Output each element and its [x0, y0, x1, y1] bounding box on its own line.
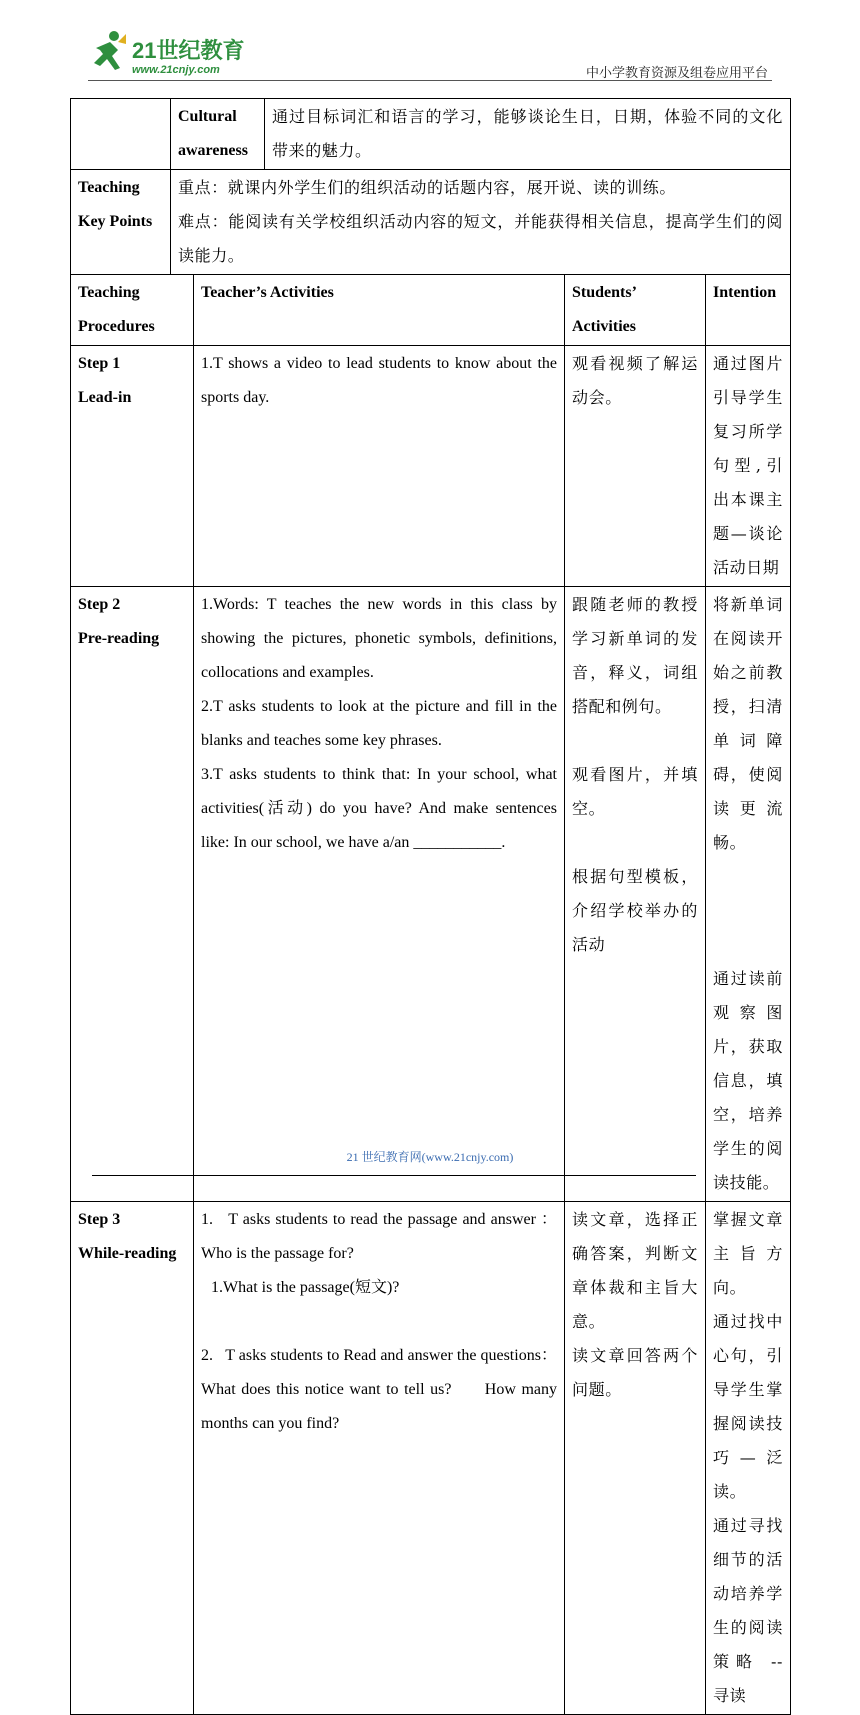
step-title: Step 3 [78, 1211, 121, 1228]
blank-cell [71, 99, 171, 170]
page-header [0, 0, 860, 90]
step-label [71, 1202, 194, 1715]
teacher-activity: 2. T asks students to Read and answer the questions： What does this notice want to tell us? How many months can you find? [201, 1347, 557, 1432]
teacher-activity: 1.T shows a video to lead students to know about the sports day. [201, 355, 557, 406]
col-students: Students’ Activities [565, 275, 706, 346]
col-procedures: Teaching Procedures [71, 275, 194, 346]
step-subtitle: Lead-in [78, 389, 132, 406]
step-row-1 [71, 346, 791, 587]
header-divider [88, 80, 772, 81]
step-row-3 [71, 1202, 791, 1715]
logo-url: www.21cnjy.com [132, 64, 220, 76]
student-activity: 根据句型模板，介绍学校举办的活动 [572, 867, 698, 954]
teacher-activity: 1.Words: T teaches the new words in this class by showing the pictures, phonetic symbols, definitions, collocations and examples. [201, 596, 557, 681]
lesson-plan-table [70, 98, 791, 1715]
student-activities [565, 346, 706, 587]
cultural-row [71, 99, 791, 170]
step-row-2 [71, 587, 791, 1202]
teacher-activity: 2.T asks students to look at the picture and fill in the blanks and teaches some key phrases. [201, 698, 557, 749]
key-points-difficult: 难点：能阅读有关学校组织活动内容的短文，并能获得相关信息，提高学生们的阅读能力。 [178, 212, 784, 265]
student-activity: 跟随老师的教授学习新单词的发音，释义，词组搭配和例句。 [572, 595, 698, 716]
student-activity: 读文章回答两个问题。 [572, 1346, 698, 1399]
teacher-activity: 1.What is the passage(短文)? [211, 1279, 400, 1296]
teacher-activities [194, 346, 565, 587]
key-points-content [171, 170, 791, 275]
column-header-row [71, 275, 791, 346]
intention-text: 通过寻找细节的活动培养学生的阅读策略 -- 寻读 [713, 1516, 784, 1705]
col-teacher: Teacher’s Activities [194, 275, 565, 346]
intention-text: 将新单词在阅读开始之前教授，扫清单词障碍，使阅读更流畅。 [713, 595, 784, 852]
footer-divider [92, 1175, 696, 1176]
cultural-label: Cultural awareness [171, 99, 265, 170]
site-logo[interactable] [88, 30, 258, 80]
intention [706, 346, 791, 587]
key-points-important: 重点：就课内外学生们的组织活动的话题内容，展开说、读的训练。 [178, 178, 677, 197]
platform-title: 中小学教育资源及组卷应用平台 [585, 66, 768, 81]
step-subtitle: While-reading [78, 1245, 177, 1262]
intention-text: 掌握文章主旨方向。 [713, 1210, 784, 1297]
col-intention: Intention [706, 275, 791, 346]
student-activities [565, 587, 706, 1202]
step-title: Step 1 [78, 355, 121, 372]
student-activity: 观看视频了解运动会。 [572, 354, 698, 407]
student-activities [565, 1202, 706, 1715]
logo-text: 21世纪教育 [132, 38, 245, 63]
teacher-activity: 3.T asks students to think that: In your school, what activities(活动) do you have? And make sentences like: In our school, we have a/an ___________. [201, 766, 557, 851]
teacher-activities [194, 587, 565, 1202]
page-footer[interactable]: 21 世纪教育网(www.21cnjy.com) [346, 1150, 514, 1164]
intention [706, 1202, 791, 1715]
key-points-label: Teaching Key Points [71, 170, 171, 275]
intention [706, 587, 791, 1202]
intention-text: 通过图片引导学生复习所学句型,引出本课主题—谈论活动日期 [713, 354, 784, 577]
step-subtitle: Pre-reading [78, 630, 160, 647]
step-label [71, 346, 194, 587]
student-activity: 读文章，选择正确答案，判断文章体裁和主旨大意。 [572, 1210, 698, 1331]
intention-text: 通过找中心句，引导学生掌握阅读技巧—泛读。 [713, 1312, 784, 1501]
teacher-activities [194, 1202, 565, 1715]
student-activity: 观看图片，并填空。 [572, 765, 698, 818]
key-points-row [71, 170, 791, 275]
intention-text: 通过读前观察图片，获取信息，填空，培养学生的阅读技能。 [713, 969, 784, 1192]
cultural-text: 通过目标词汇和语言的学习，能够谈论生日，日期，体验不同的文化带来的魅力。 [265, 99, 791, 170]
runner-icon [88, 30, 128, 74]
teacher-activity: 1. T asks students to read the passage and answer ：Who is the passage for? [201, 1211, 557, 1262]
step-title: Step 2 [78, 596, 121, 613]
step-label [71, 587, 194, 1202]
